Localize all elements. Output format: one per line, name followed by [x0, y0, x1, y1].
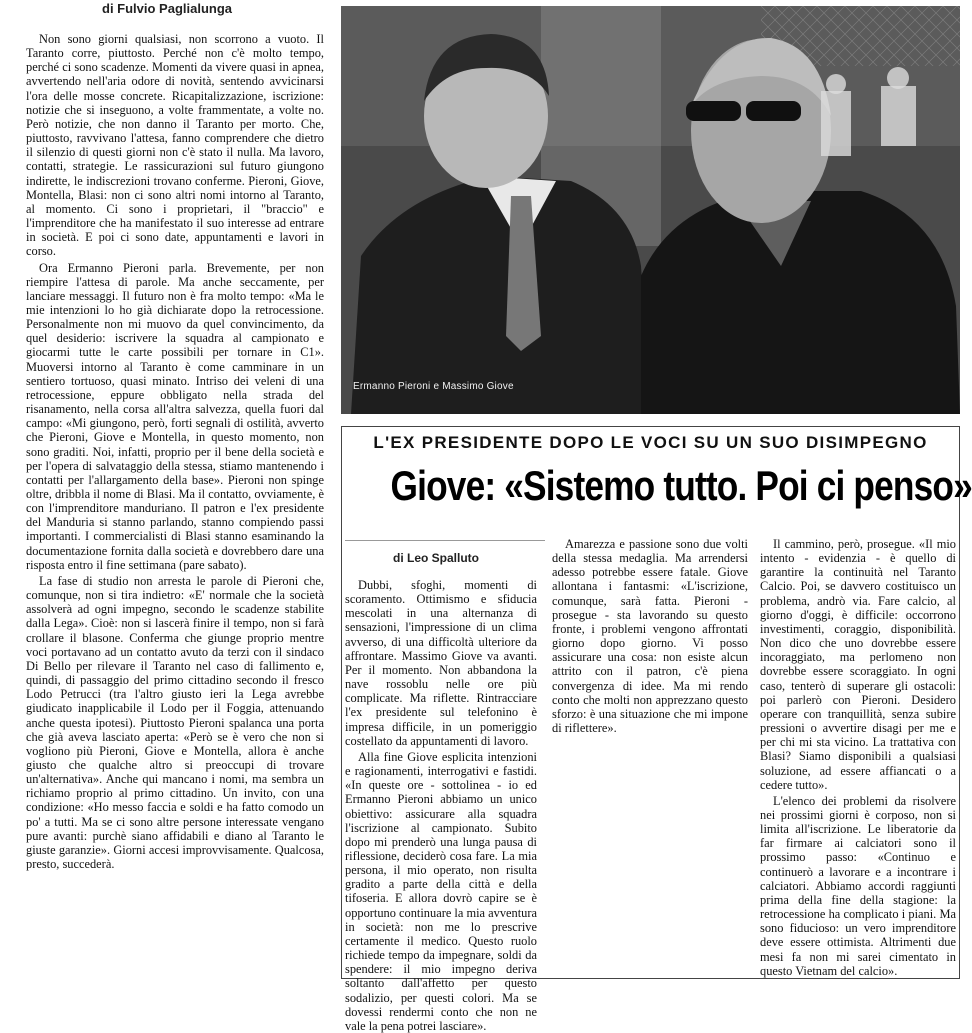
byline-fulvio: di Fulvio Paglialunga [102, 1, 233, 16]
article-paragraph: Ora Ermanno Pieroni parla. Brevemente, per non riempire l'attesa di parole. Ma anche seccamente, per lanciare messaggi. Il futuro non è fra molto tempo: «Ma le mie intenzioni lo ho già dichiarate dopo la retrocessione. Personalmente non mi muovo da quel convincimento, da quel desiderio: iscrivere la squadra al campionato e giocarmi tutte le carte possibili per tornare in C1». Muoversi intorno al Taranto è come camminare in un sentiero tortuoso, quasi minato. Intriso dei veleni di una retrocessione, eppure obbligato nella strada del risanamento, nella corsa all'altra salvezza, quella fuori dal campo: «Mi giungono, però, forti segnali di ostilità, avverto che Pieroni, Giove e Montella, in questo momento, non sono graditi. Noi, infatti, proprio per il bene della società e per l'opera di salvataggio della stessa, stiamo mantenendo i contatti per l'allargamento della base». Pieroni non spinge oltre, dribbla il nome di Blasi. Ma il contatto, ovviamente, è con l'imprenditore manduriano. Il patron e l'ex presidente del Manduria si stanno parlando, stanno compiendo passi importanti. I commercialisti di Blasi stanno esaminando la documentazione fornita dalla società e dovrebbero dare una risposta entro il fine settimana (pare sabato). [26, 260, 324, 572]
photo-illustration [341, 6, 960, 414]
article-giove-col-2 [552, 537, 748, 977]
byline-rule [345, 540, 545, 541]
kicker: L'EX PRESIDENTE DOPO LE VOCI SU UN SUO DISIMPEGNO [373, 433, 928, 452]
article-paragraph: Non sono giorni qualsiasi, non scorrono a vuoto. Il Taranto corre, piuttosto. Perché non c'è molto tempo, perché ci sono scadenze. Momenti da vivere quasi in apnea, avvertendo nell'aria odore di novità, sentendo avvicinarsi l'ora delle mosse concrete. Ricapitalizzazione, iscrizione: notizie che si inseguono, a volte frammentate, a volte no. Però notizie, che non danno il Taranto per morto. Che, piuttosto, ravvivano l'attesa, fanno comprendere che dietro il silenzio di questi giorni non c'è stato il nulla. Ma lavoro, contatti, strategie. Le rassicurazioni sul futuro giungono indirette, le indiscrezioni trovano conferme. Pieroni, Giove, Montella, Blasi: non ci sono altri nomi intorno al Taranto, al momento. Ci sono i proprietari, il "braccio" e l'imprenditore che ha manifestato il suo interesse ad entrare in società. E poi ci sono date, appuntamenti e lavori in corso. [26, 32, 324, 259]
article-pieroni-column [26, 32, 324, 978]
byline-leo: di Leo Spalluto [393, 551, 479, 565]
article-paragraph: Il cammino, però, prosegue. «Il mio intento - evidenzia - è quello di garantire la continuità nel Taranto Calcio. Poi, se davvero costituisco un problema, andrò via. Fare calcio, al giorno d'oggi, è difficile: occorrono investimenti, coraggio, disponibilità. Non dico che uno dovrebbe essere incoraggiato, ma perlomeno non dovrebbe essere scoraggiato. In ogni caso, tenterò di superare gli ostacoli: poi parlerò con Pieroni. Desidero operare con tranquillità, senza subire pressioni o avvertire disagi per me e per chi mi sta vicino. La trattativa con Blasi? Siamo disponibili a qualsiasi soluzione, ad essere affiancati o a cedere tutto». [760, 537, 956, 792]
photo-caption: Ermanno Pieroni e Massimo Giove [353, 381, 514, 392]
article-paragraph: Dubbi, sfoghi, momenti di scoramento. Ottimismo e sfiducia mescolati in una alternanza di sensazioni, l'impressione di un clima avverso, di una difficoltà ulteriore da affrontare. Massimo Giove va avanti. Per il momento. Non abbandona la nave rossoblu nelle ore più complicate. Ma riflette. Rintracciare l'ex presidente sul telefonino è impresa difficile, in un pomeriggio costellato da appuntamenti di lavoro. [345, 578, 537, 748]
article-paragraph: L'elenco dei problemi da risolvere nei prossimi giorni è corposo, non si limita all'iscrizione. Le liberatorie da far firmare ai calciatori sono il prossimo passo: «Continuo e continuerò a lavorare e a incontrare i calciatori. Abbiamo accordi raggiunti prima della fine della stagione: la retrocessione ha complicato i piani. Ma sono fiducioso: un vero imprenditore deve essere ottimista. Altrimenti due mesi fa non mi sarei cimentato in questo Vietnam del calcio». [760, 793, 956, 978]
article-giove-col-1 [345, 578, 537, 1033]
article-paragraph: La fase di studio non arresta le parole di Pieroni che, comunque, non si tira indietro: «E' normale che la società assolverà ad ogni impegno, secondo le scadenze stabilite dalla Lega». Cioè: non si lascerà finire il tempo, non si farà crollare il blasone. Conferma che giunge proprio mentre voci portavano ad un contatto avuto da terzi con il sindaco Di Bello per rilevare il Taranto nel caso di fallimento e, quindi, di passaggio del primo cittadino secondo il fresco Lodo Petrucci (tra l'altro giusto ieri la Lega avrebbe giudicato inapplicabile il Lodo per il Foggia, attenuando anche questa ipotesi). Piuttosto Pieroni spalanca una porta che già aveva lasciato aperta: «Però se è vero che non si vogliono più Pieroni, Giove e Montella, allora è anche giusto che qualche altro si preoccupi di trovare un'alternativa». Anche qui mancano i nomi, ma sembra un richiamo proprio al primo cittadino. Un invito, con una condizione: «Ho messo faccia e soldi e ha fatto comodo un po' a tutti. Ma se ci sono altre persone interessate vengano pure avanti: purchè siano affidabili e diano al Taranto le giuste garanzie». Giorni accesi improvvisamente. Qualcosa, presto, succederà. [26, 573, 324, 872]
article-paragraph: Amarezza e passione sono due volti della stessa medaglia. Ma arrendersi adesso potrebbe essere fatale. Giove allontana i fantasmi: «L'iscrizione, comunque, sarà fatta. Pieroni - prosegue - sta lavorando su questo fronte, i problemi vengono affrontati giorno dopo giorno. Vi posso assicurare una cosa: non esiste alcun attrito con il patron, c'è piena convergenza di idee. Ma mi rendo conto che molti non apprezzano questo sforzo: è una situazione che mi impone di riflettere». [552, 537, 748, 736]
press-photo [341, 6, 960, 414]
article-giove-col-3 [760, 537, 956, 977]
headline: Giove: «Sistemo tutto. Poi ci penso» [390, 462, 972, 509]
article-paragraph: Alla fine Giove esplicita intenzioni e ragionamenti, interrogativi e fastidi. «In queste ore - sottolinea - io ed Ermanno Pieroni abbiamo un unico obiettivo: assicurare alla squadra l'iscrizione al campionato. Subito dopo mi prenderò una lunga pausa di riflessione, deciderò cosa fare. La mia persona, il mio operato, non risulta gradito a parte della città e della tifoseria. E allora dovrò capire se è opportuno continuare la mia avventura in società: non me lo prescrive certamente il medico. Questo ruolo richiede tempo da impegnare, soldi da spendere: il mio impegno deriva soltanto dall'affetto per questo sodalizio, per questi colori. Ma se dovessi rendermi conto che non ne vale la pena potrei lasciare». [345, 749, 537, 1033]
